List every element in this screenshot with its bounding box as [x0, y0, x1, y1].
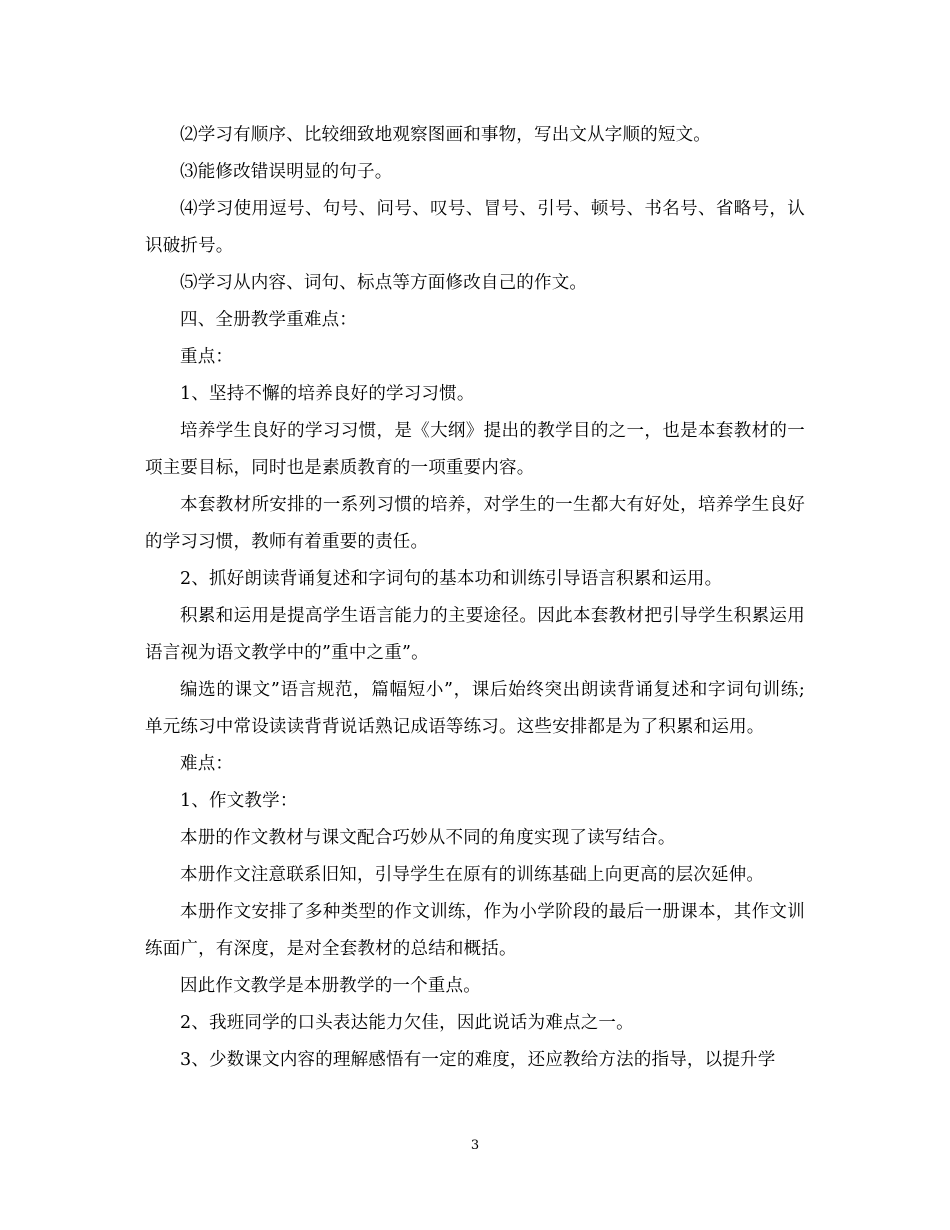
paragraph: 本套教材所安排的一系列习惯的培养，对学生的一生都大有好处，培养学生良好的学习习惯，教师有着重要的责任。 [145, 495, 805, 552]
paragraph: ⑸学习从内容、词句、标点等方面修改自己的作文。 [180, 273, 588, 293]
paragraph: 积累和运用是提高学生语言能力的主要途径。因此本套教材把引导学生积累运用语言视为语文教学中的”重中之重”。 [145, 606, 805, 663]
list-item-heading: 3、少数课文内容的理解感悟有一定的难度，还应教给方法的指导，以提升学 [180, 1050, 776, 1070]
list-item-heading: 2、抓好朗读背诵复述和字词句的基本功和训练引导语言积累和运用。 [180, 569, 723, 589]
list-item-heading: 1、坚持不懈的培养良好的学习习惯。 [180, 384, 475, 404]
paragraph: 本册作文安排了多种类型的作文训练，作为小学阶段的最后一册课本，其作文训练面广，有深度，是对全套教材的总结和概括。 [145, 902, 805, 959]
paragraph: 因此作文教学是本册教学的一个重点。 [180, 976, 481, 996]
paragraph: 本册的作文教材与课文配合巧妙从不同的角度实现了读写结合。 [180, 828, 676, 848]
paragraph: ⑷学习使用逗号、句号、问号、叹号、冒号、引号、顿号、书名号、省略号，认识破折号。 [145, 199, 805, 256]
subheading-key-points: 重点： [180, 347, 234, 367]
body-text [145, 117, 805, 1079]
section-heading: 四、全册教学重难点： [180, 310, 357, 330]
paragraph: ⑶能修改错误明显的句子。 [180, 162, 393, 182]
subheading-difficulties: 难点： [180, 754, 234, 774]
list-item-heading: 2、我班同学的口头表达能力欠佳，因此说话为难点之一。 [180, 1013, 634, 1033]
paragraph: 培养学生良好的学习习惯，是《大纲》提出的教学目的之一，也是本套教材的一项主要目标，同时也是素质教育的一项重要内容。 [145, 421, 805, 478]
page-number: 3 [470, 1138, 480, 1153]
paragraph: 本册作文注意联系旧知，引导学生在原有的训练基础上向更高的层次延伸。 [180, 865, 765, 885]
paragraph: 编选的课文”语言规范，篇幅短小”，课后始终突出朗读背诵复述和字词句训练;单元练习中常设读读背背说话熟记成语等练习。这些安排都是为了积累和运用。 [145, 680, 805, 737]
paragraph: ⑵学习有顺序、比较细致地观察图画和事物，写出文从字顺的短文。 [180, 125, 711, 145]
list-item-heading: 1、作文教学： [180, 791, 298, 811]
